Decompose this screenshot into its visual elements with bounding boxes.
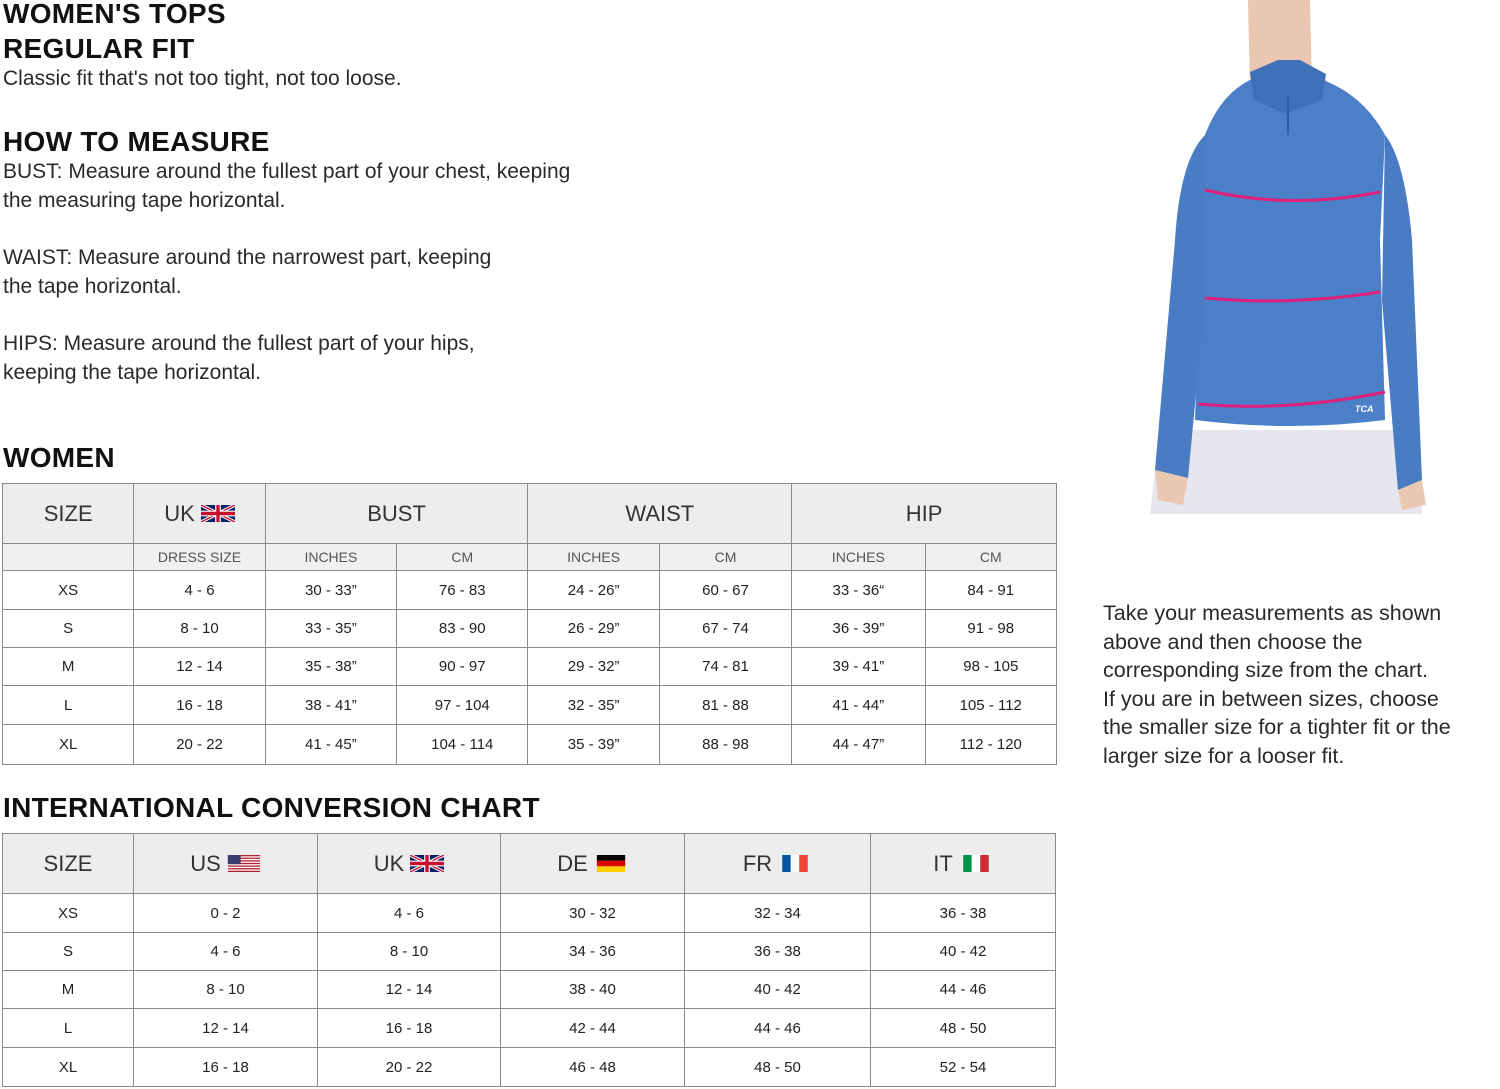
cell-bust-in: 38 - 41” [265,686,396,725]
title-conversion-chart: INTERNATIONAL CONVERSION CHART [3,792,540,823]
cell-hip-cm: 91 - 98 [925,610,1056,648]
cell-waist-in: 24 - 26” [528,571,659,610]
uk-flag-icon [201,505,235,522]
cell-waist-in: 26 - 29” [528,610,659,648]
cell-size: XS [3,894,134,933]
cell-size: XL [3,725,134,765]
table-row [3,894,1056,933]
title-how-to-measure: HOW TO MEASURE [3,126,270,157]
conv-header-size: SIZE [3,834,134,894]
subheader-empty [3,544,134,571]
women-size-table [2,483,1057,765]
cell-hip-in: 33 - 36“ [792,571,925,610]
measurement-tip: Take your measurements as shown above and then choose the corresponding size from the chart. If you are in between sizes, choose the smaller size for a tighter fit or the larger size for a looser fit. [1103,601,1451,768]
cell-bust-cm: 83 - 90 [397,610,528,648]
subheader-waist-cm: CM [659,544,791,571]
subheader-waist-inches: INCHES [528,544,659,571]
cell-us: 12 - 14 [134,1009,318,1048]
table-row [3,648,1057,686]
cell-fr: 36 - 38 [685,933,871,971]
cell-uk: 4 - 6 [318,894,501,933]
cell-hip-cm: 84 - 91 [925,571,1056,610]
it-flag-icon [959,855,993,872]
cell-us: 4 - 6 [134,933,318,971]
cell-bust-in: 35 - 38” [265,648,396,686]
conv-header-it [871,834,1056,894]
cell-it: 52 - 54 [871,1048,1056,1087]
cell-hip-cm: 98 - 105 [925,648,1056,686]
cell-us: 8 - 10 [134,971,318,1009]
cell-uk: 20 - 22 [318,1048,501,1087]
cell-de: 30 - 32 [501,894,685,933]
table-row [3,571,1057,610]
cell-uk: 8 - 10 [318,933,501,971]
cell-fr: 48 - 50 [685,1048,871,1087]
cell-hip-in: 44 - 47” [792,725,925,765]
header-bust: BUST [265,484,528,544]
cell-uk: 12 - 14 [318,971,501,1009]
measure-hips-text: HIPS: Measure around the fullest part of your hips, keeping the tape horizontal. [3,332,475,384]
conv-header-us [134,834,318,894]
header-uk-label: UK [164,500,195,526]
cell-it: 48 - 50 [871,1009,1056,1048]
cell-de: 34 - 36 [501,933,685,971]
cell-size: XL [3,1048,134,1087]
de-flag-icon [594,855,628,872]
table-row [3,933,1056,971]
model-photo [1150,0,1440,514]
uk-flag-icon [410,855,444,872]
cell-hip-in: 36 - 39” [792,610,925,648]
subheader-hip-inches: INCHES [792,544,925,571]
shirt-logo: TCA [1355,404,1374,414]
cell-fr: 40 - 42 [685,971,871,1009]
subheader-bust-inches: INCHES [265,544,396,571]
cell-hip-cm: 105 - 112 [925,686,1056,725]
cell-size: L [3,686,134,725]
cell-waist-in: 29 - 32” [528,648,659,686]
cell-uk: 16 - 18 [318,1009,501,1048]
table-row [3,1009,1056,1048]
cell-waist-in: 32 - 35” [528,686,659,725]
title-womens-tops: WOMEN'S TOPS [3,0,226,29]
title-women: WOMEN [3,442,115,473]
cell-fr: 44 - 46 [685,1009,871,1048]
header-hip: HIP [792,484,1057,544]
table-row [3,971,1056,1009]
cell-it: 36 - 38 [871,894,1056,933]
cell-size: M [3,971,134,1009]
cell-size: S [3,610,134,648]
cell-waist-cm: 81 - 88 [659,686,791,725]
table-row [3,610,1057,648]
cell-de: 42 - 44 [501,1009,685,1048]
fit-description: Classic fit that's not too tight, not too loose. [3,67,402,90]
header-size: SIZE [3,484,134,544]
cell-waist-cm: 60 - 67 [659,571,791,610]
title-regular-fit: REGULAR FIT [3,33,195,64]
cell-waist-cm: 74 - 81 [659,648,791,686]
conv-header-fr-label: FR [742,850,773,876]
conversion-table [2,833,1056,1087]
cell-bust-cm: 97 - 104 [397,686,528,725]
fr-flag-icon [778,855,812,872]
cell-uk: 20 - 22 [134,725,265,765]
cell-waist-in: 35 - 39” [528,725,659,765]
cell-size: L [3,1009,134,1048]
cell-de: 46 - 48 [501,1048,685,1087]
subheader-bust-cm: CM [397,544,528,571]
cell-uk: 4 - 6 [134,571,265,610]
cell-bust-in: 33 - 35” [265,610,396,648]
cell-bust-in: 41 - 45” [265,725,396,765]
cell-size: M [3,648,134,686]
shirt-torso [1195,65,1385,426]
subheader-hip-cm: CM [925,544,1056,571]
table-row [3,686,1057,725]
cell-bust-in: 30 - 33” [265,571,396,610]
cell-bust-cm: 76 - 83 [397,571,528,610]
cell-uk: 8 - 10 [134,610,265,648]
cell-uk: 16 - 18 [134,686,265,725]
cell-de: 38 - 40 [501,971,685,1009]
cell-it: 40 - 42 [871,933,1056,971]
cell-waist-cm: 67 - 74 [659,610,791,648]
cell-fr: 32 - 34 [685,894,871,933]
header-waist: WAIST [528,484,792,544]
conv-header-de-label: DE [557,850,588,876]
cell-waist-cm: 88 - 98 [659,725,791,765]
conv-header-de [501,834,685,894]
measure-waist-text: WAIST: Measure around the narrowest part, keeping the tape horizontal. [3,246,492,298]
cell-size: XS [3,571,134,610]
measure-bust-text: BUST: Measure around the fullest part of your chest, keeping the measuring tape horizontal. [3,160,571,212]
conv-header-it-label: IT [933,850,953,876]
cell-hip-in: 39 - 41” [792,648,925,686]
conv-header-uk-label: UK [373,850,405,876]
cell-bust-cm: 104 - 114 [397,725,528,765]
cell-it: 44 - 46 [871,971,1056,1009]
cell-hip-cm: 112 - 120 [925,725,1056,765]
shirt-left-sleeve [1155,135,1205,478]
conv-header-us-label: US [190,850,221,876]
us-flag-icon [227,855,261,872]
cell-size: S [3,933,134,971]
subheader-dress-size: DRESS SIZE [134,544,265,571]
conv-header-fr [685,834,871,894]
header-uk [134,484,265,544]
cell-bust-cm: 90 - 97 [397,648,528,686]
cell-us: 0 - 2 [134,894,318,933]
cell-hip-in: 41 - 44” [792,686,925,725]
cell-uk: 12 - 14 [134,648,265,686]
table-row [3,725,1057,765]
cell-us: 16 - 18 [134,1048,318,1087]
conv-header-uk [318,834,501,894]
table-row [3,1048,1056,1087]
